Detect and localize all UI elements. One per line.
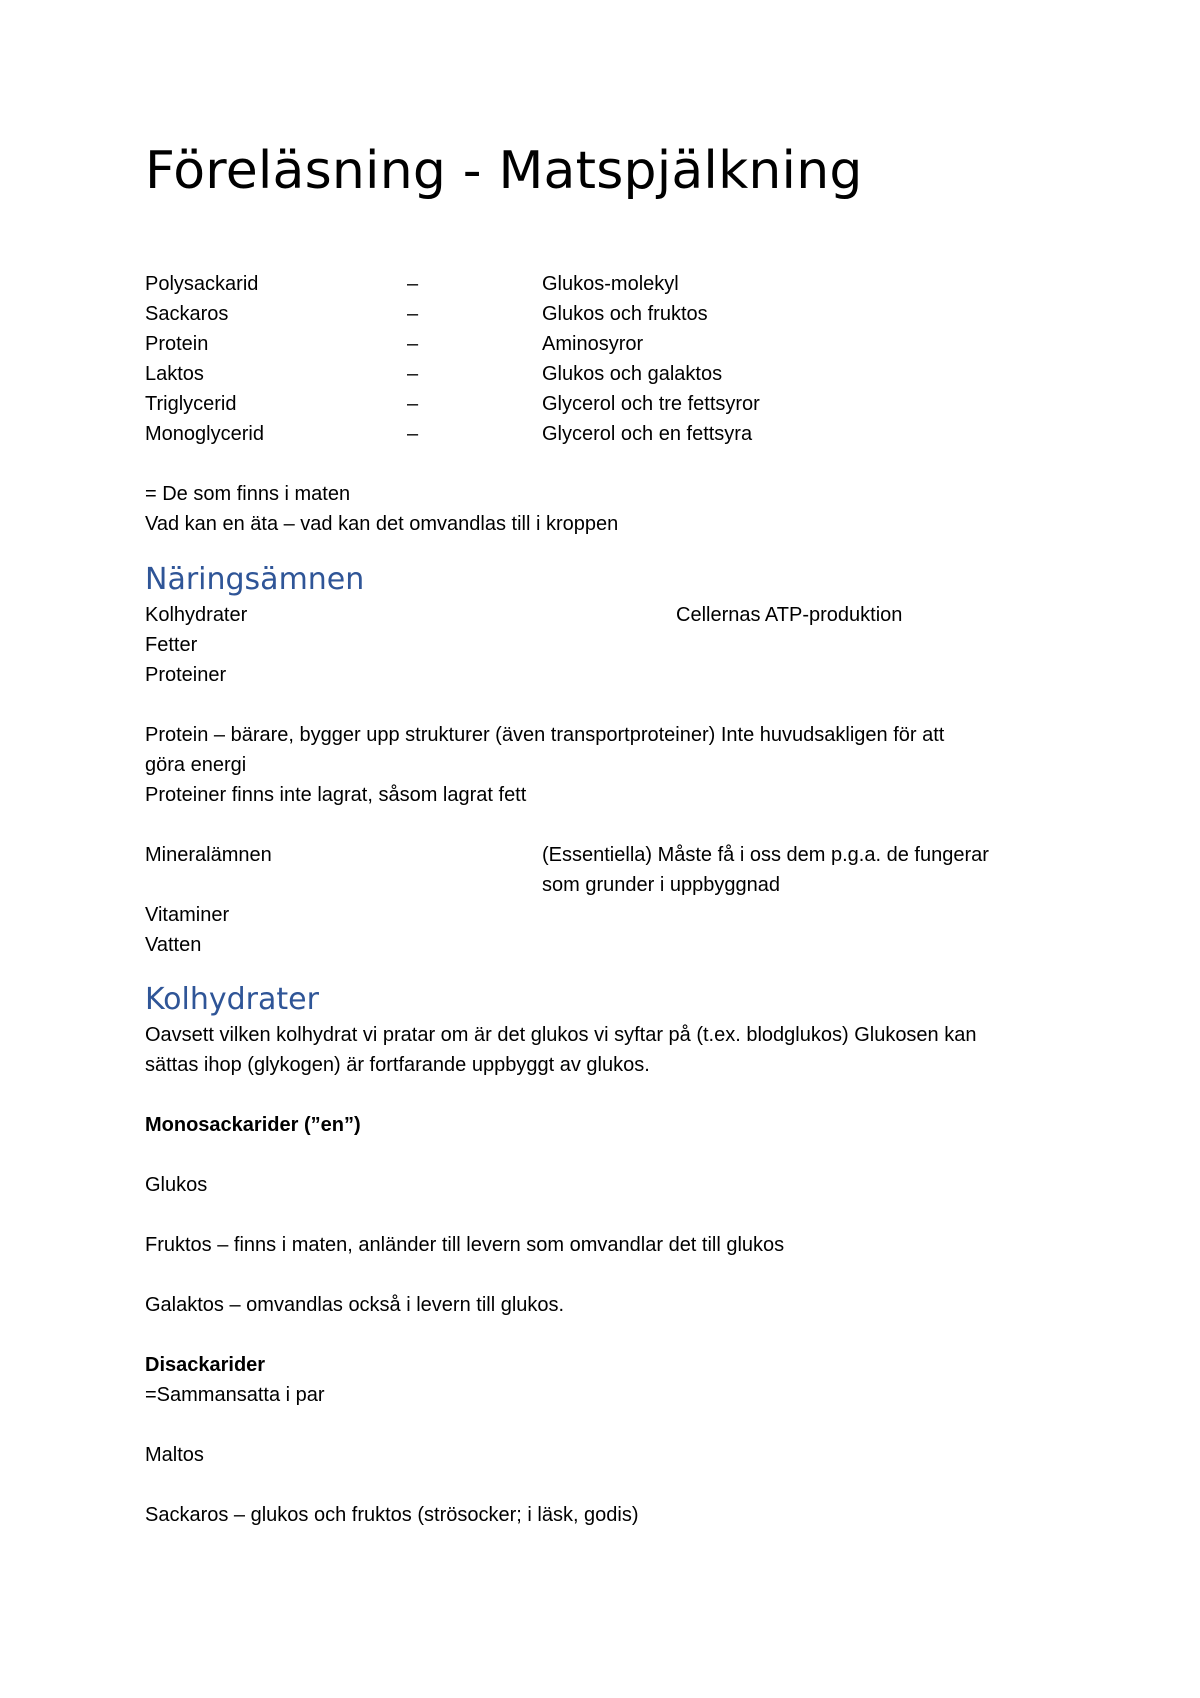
document-title: Föreläsning - Matspjälkning xyxy=(145,141,863,201)
monosaccharides-heading: Monosackarider (”en”) xyxy=(145,1114,361,1136)
mineral-note-line: som grunder i uppbyggnad xyxy=(542,874,780,896)
conversion-source: Laktos xyxy=(145,363,204,385)
maltose-item: Maltos xyxy=(145,1444,204,1466)
heading-kolhydrater: Kolhydrater xyxy=(145,982,319,1017)
disaccharides-heading: Disackarider xyxy=(145,1354,266,1376)
conversion-result: Glukos och galaktos xyxy=(542,363,723,385)
conversion-dash: – xyxy=(407,393,419,415)
protein-paragraph-line: göra energi xyxy=(145,754,247,776)
conversion-dash: – xyxy=(407,333,419,355)
sucrose-item: Sackaros – glukos och fruktos (strösocker; i läsk, godis) xyxy=(145,1504,639,1526)
heading-naringsamnen: Näringsämnen xyxy=(145,562,365,597)
nutrient-item: Proteiner xyxy=(145,664,227,686)
conversion-source: Monoglycerid xyxy=(145,423,264,445)
fructose-item: Fruktos – finns i maten, anländer till levern som omvandlar det till glukos xyxy=(145,1234,785,1256)
conversion-dash: – xyxy=(407,363,419,385)
atp-note: Cellernas ATP-produktion xyxy=(676,604,903,626)
disaccharides-note: =Sammansatta i par xyxy=(145,1384,325,1406)
conversion-dash: – xyxy=(407,303,419,325)
mineral-label: Mineralämnen xyxy=(145,844,272,866)
conversion-source: Protein xyxy=(145,333,209,355)
galactose-item: Galaktos – omvandlas också i levern till glukos. xyxy=(145,1294,565,1316)
conversion-result: Glycerol och tre fettsyror xyxy=(542,393,760,415)
water-item: Vatten xyxy=(145,934,202,956)
conversion-source: Sackaros xyxy=(145,303,229,325)
conversion-result: Glukos och fruktos xyxy=(542,303,708,325)
nutrient-item: Fetter xyxy=(145,634,198,656)
carb-intro-line: sättas ihop (glykogen) är fortfarande uppbyggt av glukos. xyxy=(145,1054,650,1076)
protein-storage-note: Proteiner finns inte lagrat, såsom lagrat fett xyxy=(145,784,527,806)
conversion-source: Triglycerid xyxy=(145,393,237,415)
protein-paragraph-line: Protein – bärare, bygger upp strukturer (även transportproteiner) Inte huvudsakligen för att xyxy=(145,724,945,746)
nutrient-item: Kolhydrater xyxy=(145,604,248,626)
glucose-item: Glukos xyxy=(145,1174,208,1196)
note-food: = De som finns i maten xyxy=(145,483,351,505)
conversion-dash: – xyxy=(407,423,419,445)
vitamins-item: Vitaminer xyxy=(145,904,230,926)
note-question: Vad kan en äta – vad kan det omvandlas till i kroppen xyxy=(145,513,619,535)
conversion-result: Aminosyror xyxy=(542,333,644,355)
carb-intro-line: Oavsett vilken kolhydrat vi pratar om är det glukos vi syftar på (t.ex. blodglukos) Glukosen kan xyxy=(145,1024,977,1046)
conversion-dash: – xyxy=(407,273,419,295)
mineral-note-line: (Essentiella) Måste få i oss dem p.g.a. de fungerar xyxy=(542,844,989,866)
conversion-result: Glukos-molekyl xyxy=(542,273,679,295)
conversion-source: Polysackarid xyxy=(145,273,259,295)
conversion-result: Glycerol och en fettsyra xyxy=(542,423,753,445)
